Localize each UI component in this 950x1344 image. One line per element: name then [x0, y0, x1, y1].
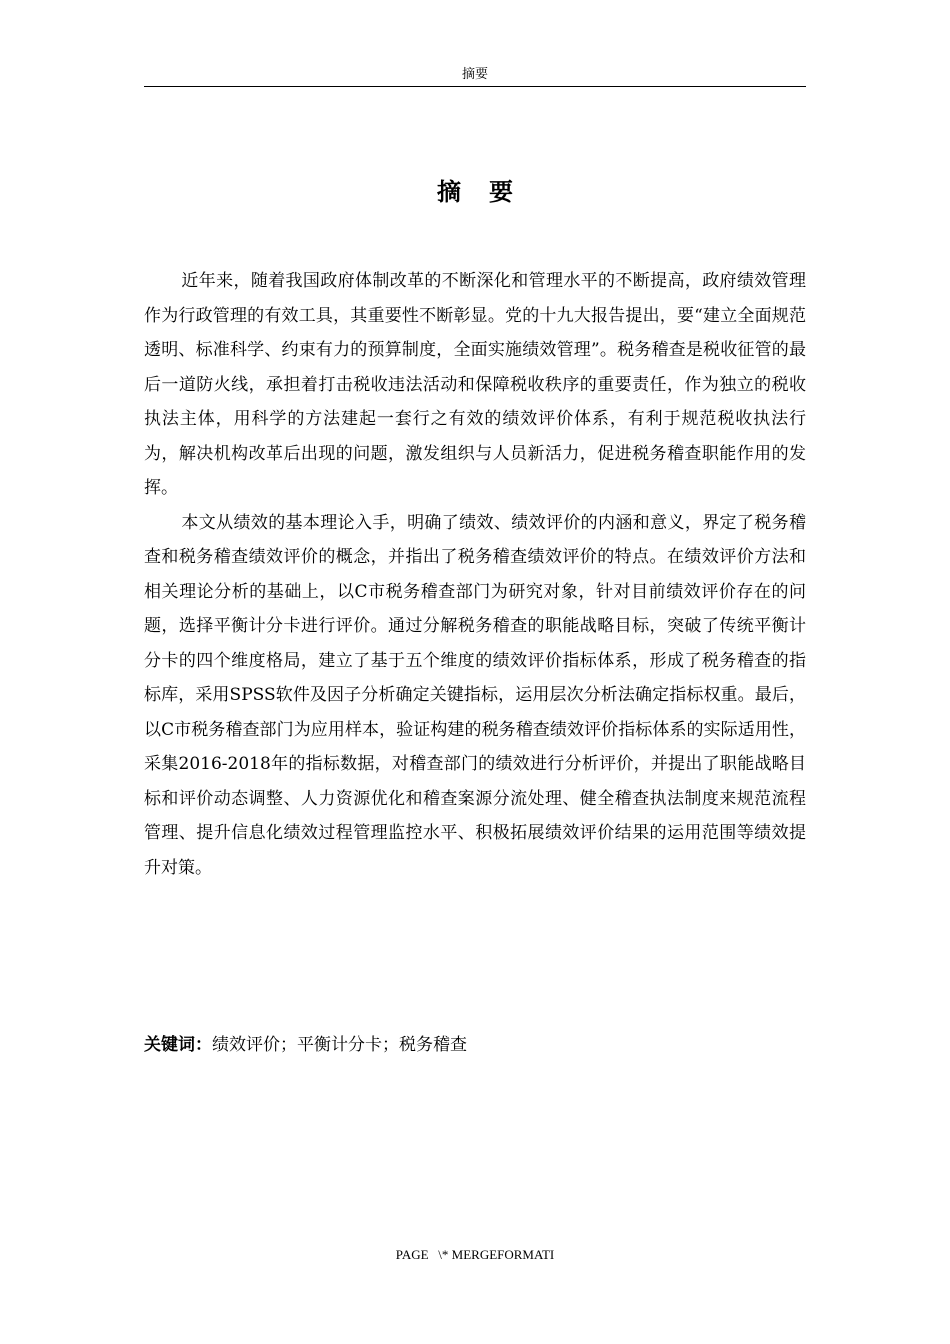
abstract-paragraph-1: 近年来，随着我国政府体制改革的不断深化和管理水平的不断提高，政府绩效管理作为行政管理的有效工具，其重要性不断彰显。党的十九大报告提出，要“建立全面规范透明、标准科学、约束有力的预算制度，全面实施绩效管理”。税务稽查是税收征管的最后一道防火线，承担着打击税收违法活动和保障税收秩序的重要责任，作为独立的税收执法主体，用科学的方法建起一套行之有效的绩效评价体系，有利于规范税收执法行为，解决机构改革后出现的问题，激发组织与人员新活力，促进税务稽查职能作用的发挥。 [144, 271, 806, 498]
keywords-label: 关键词： [144, 1035, 212, 1055]
abstract-paragraph-2: 本文从绩效的基本理论入手，明确了绩效、绩效评价的内涵和意义，界定了税务稽查和税务稽查绩效评价的概念，并指出了税务稽查绩效评价的特点。在绩效评价方法和相关理论分析的基础上，以C市税务稽查部门为研究对象，针对目前绩效评价存在的问题，选择平衡计分卡进行评价。通过分解税务稽查的职能战略目标，突破了传统平衡计分卡的四个维度格局，建立了基于五个维度的绩效评价指标体系，形成了税务稽查的指标库，采用SPSS软件及因子分析确定关键指标，运用层次分析法确定指标权重。最后，以C市税务稽查部门为应用样本，验证构建的税务稽查绩效评价指标体系的实际适用性，采集2016-2018年的指标数据，对稽查部门的绩效进行分析评价，并提出了职能战略目标和评价动态调整、人力资源优化和稽查案源分流处理、健全稽查执法制度来规范流程管理、提升信息化绩效过程管理监控水平、积极拓展绩效评价结果的运用范围等绩效提升对策。 [144, 512, 806, 878]
header-rule [144, 86, 806, 87]
abstract-body [144, 264, 806, 885]
page-footer: PAGE \* MERGEFORMATI [395, 1247, 555, 1262]
keywords-text: 绩效评价；平衡计分卡；税务稽查 [212, 1035, 467, 1055]
running-header: 摘要 [461, 67, 488, 82]
page-title: 摘要 [437, 178, 541, 206]
keywords-line [144, 1028, 806, 1062]
